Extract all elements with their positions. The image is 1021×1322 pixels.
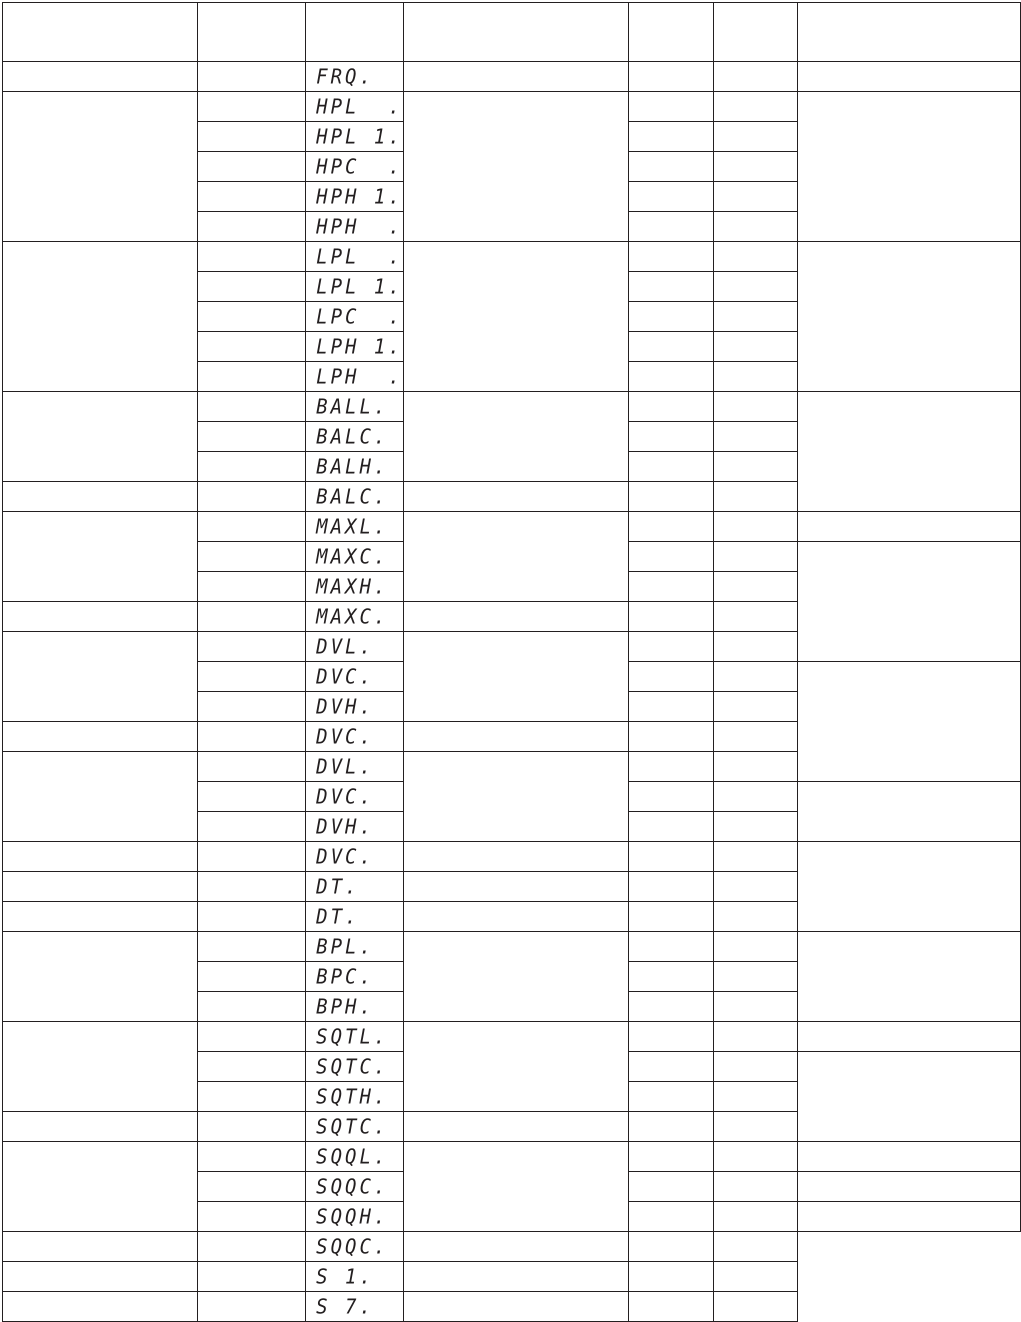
value-cell-b [713,662,797,692]
lcd-display-text: SQQC. [316,1174,389,1199]
value-cell-a [629,932,713,962]
key-cell [197,242,305,272]
header-cell-4 [403,3,629,62]
description-cell [403,1232,629,1262]
group-cell [3,932,198,1022]
table-row [3,1262,1021,1292]
value-cell-b [713,1172,797,1202]
value-cell-a [629,302,713,332]
value-cell-a [629,272,713,302]
value-cell-b [713,572,797,602]
table-row [3,1142,1021,1172]
value-cell-b [713,92,797,122]
group-cell [3,722,198,752]
value-cell-b [713,1112,797,1142]
description-cell [403,512,629,602]
value-cell-a [629,632,713,662]
notes-cell [798,92,1021,242]
notes-cell [798,662,1021,782]
value-cell-b [713,152,797,182]
lcd-display-cell [306,1052,404,1082]
value-cell-a [629,1112,713,1142]
group-cell [3,1022,198,1112]
lcd-display-text: DVC. [316,844,374,869]
value-cell-a [629,1082,713,1112]
key-cell [197,212,305,242]
value-cell-a [629,902,713,932]
key-cell [197,812,305,842]
lcd-display-cell [306,782,404,812]
key-cell [197,722,305,752]
lcd-display-cell [306,1232,404,1262]
lcd-display-cell [306,1022,404,1052]
lcd-display-cell [306,992,404,1022]
notes-cell [798,932,1021,1022]
lcd-display-cell [306,182,404,212]
value-cell-a [629,962,713,992]
key-cell [197,512,305,542]
lcd-display-text: LPC . [316,304,403,329]
description-cell [403,92,629,242]
value-cell-b [713,632,797,662]
value-cell-b [713,782,797,812]
group-cell [3,872,198,902]
value-cell-a [629,782,713,812]
table-row [3,1232,1021,1262]
lcd-display-text: LPL . [316,244,403,269]
header-cell-6 [713,3,797,62]
key-cell [197,692,305,722]
lcd-display-text: MAXC. [316,544,389,569]
value-cell-b [713,542,797,572]
group-cell [3,1142,198,1232]
value-cell-b [713,692,797,722]
lcd-display-cell [306,572,404,602]
lcd-display-text: HPC . [316,154,403,179]
header-cell-5 [629,3,713,62]
value-cell-b [713,122,797,152]
lcd-display-text: MAXH. [316,574,389,599]
value-cell-a [629,722,713,752]
table-row [3,512,1021,542]
key-cell [197,62,305,92]
description-cell [403,722,629,752]
value-cell-a [629,662,713,692]
header-cell-3 [306,3,404,62]
value-cell-b [713,1052,797,1082]
lcd-display-cell [306,1112,404,1142]
lcd-display-text: SQTC. [316,1054,389,1079]
lcd-display-text: DVH. [316,694,374,719]
lcd-display-cell [306,392,404,422]
description-cell [403,1292,629,1322]
key-cell [197,1262,305,1292]
lcd-display-text: BALL. [316,394,389,419]
key-cell [197,122,305,152]
notes-cell [798,512,1021,542]
lcd-display-text: BPL. [316,934,374,959]
value-cell-b [713,392,797,422]
value-cell-a [629,1262,713,1292]
group-cell [3,1112,198,1142]
lcd-display-cell [306,1172,404,1202]
key-cell [197,662,305,692]
value-cell-b [713,1232,797,1262]
key-cell [197,452,305,482]
value-cell-a [629,842,713,872]
lcd-display-cell [306,92,404,122]
lcd-display-cell [306,362,404,392]
lcd-display-cell [306,272,404,302]
description-cell [403,842,629,872]
description-cell [403,872,629,902]
value-cell-a [629,1202,713,1232]
value-cell-a [629,362,713,392]
value-cell-b [713,512,797,542]
header-cell-1 [3,3,198,62]
lcd-display-cell [306,722,404,752]
lcd-display-text: BPC. [316,964,374,989]
value-cell-a [629,542,713,572]
value-cell-b [713,992,797,1022]
lcd-display-cell [306,152,404,182]
key-cell [197,1232,305,1262]
description-cell [403,752,629,842]
lcd-display-cell [306,842,404,872]
lcd-display-cell [306,452,404,482]
value-cell-a [629,452,713,482]
lcd-display-cell [306,662,404,692]
lcd-display-cell [306,212,404,242]
value-cell-b [713,62,797,92]
lcd-display-cell [306,602,404,632]
value-cell-a [629,422,713,452]
group-cell [3,752,198,842]
group-cell [3,242,198,392]
group-cell [3,842,198,872]
value-cell-b [713,812,797,842]
key-cell [197,92,305,122]
value-cell-a [629,332,713,362]
lcd-display-text: DT. [316,874,360,899]
lcd-display-text: LPH 1. [316,334,403,359]
value-cell-b [713,452,797,482]
table-row [3,1022,1021,1052]
value-cell-b [713,272,797,302]
key-cell [197,752,305,782]
value-cell-a [629,392,713,422]
value-cell-a [629,692,713,722]
value-cell-a [629,182,713,212]
table-row [3,392,1021,422]
group-cell [3,482,198,512]
notes-cell [798,1202,1021,1232]
value-cell-b [713,212,797,242]
key-cell [197,272,305,302]
key-cell [197,152,305,182]
lcd-display-cell [306,302,404,332]
notes-cell [798,1052,1021,1142]
key-cell [197,602,305,632]
value-cell-b [713,1142,797,1172]
value-cell-a [629,512,713,542]
description-cell [403,1142,629,1232]
lcd-display-cell [306,542,404,572]
lcd-display-cell [306,62,404,92]
group-cell [3,902,198,932]
lcd-display-cell [306,752,404,782]
key-cell [197,302,305,332]
lcd-display-cell [306,242,404,272]
key-cell [197,962,305,992]
lcd-display-text: BPH. [316,994,374,1019]
lcd-display-text: HPH 1. [316,184,403,209]
table-row [3,932,1021,962]
key-cell [197,422,305,452]
lcd-display-text: DT. [316,904,360,929]
key-cell [197,1292,305,1322]
lcd-display-text: S 7. [316,1294,374,1319]
lcd-display-text: HPH . [316,214,403,239]
key-cell [197,632,305,662]
table-body [3,3,1021,1322]
value-cell-b [713,962,797,992]
key-cell [197,782,305,812]
lcd-display-cell [306,422,404,452]
value-cell-b [713,722,797,752]
table-row [3,1292,1021,1322]
notes-cell [798,1142,1021,1172]
value-cell-a [629,602,713,632]
lcd-display-text: HPL 1. [316,124,403,149]
key-cell [197,1082,305,1112]
value-cell-a [629,1052,713,1082]
lcd-display-cell [306,962,404,992]
key-cell [197,1052,305,1082]
lcd-display-cell [306,932,404,962]
lcd-display-text: DVL. [316,754,374,779]
notes-cell [798,842,1021,932]
lcd-display-cell [306,1202,404,1232]
value-cell-b [713,302,797,332]
notes-cell [798,1172,1021,1202]
lcd-display-text: MAXL. [316,514,389,539]
lcd-display-cell [306,332,404,362]
group-cell [3,512,198,602]
lcd-display-text: SQQC. [316,1234,389,1259]
key-cell [197,1172,305,1202]
group-cell [3,392,198,482]
lcd-display-text: BALC. [316,484,389,509]
value-cell-a [629,1172,713,1202]
value-cell-a [629,482,713,512]
value-cell-a [629,572,713,602]
lcd-display-text: SQQH. [316,1204,389,1229]
key-cell [197,842,305,872]
value-cell-b [713,1292,797,1322]
value-cell-b [713,1262,797,1292]
value-cell-b [713,872,797,902]
value-cell-a [629,212,713,242]
key-cell [197,572,305,602]
lcd-display-text: LPL 1. [316,274,403,299]
lcd-display-text: LPH . [316,364,403,389]
value-cell-b [713,482,797,512]
lcd-display-text: DVC. [316,664,374,689]
key-cell [197,992,305,1022]
table-row [3,62,1021,92]
parameter-table [2,2,1021,1322]
value-cell-b [713,242,797,272]
lcd-display-text: HPL . [316,94,403,119]
lcd-display-text: SQQL. [316,1144,389,1169]
key-cell [197,332,305,362]
key-cell [197,902,305,932]
key-cell [197,542,305,572]
lcd-display-text: DVC. [316,724,374,749]
description-cell [403,902,629,932]
description-cell [403,632,629,722]
key-cell [197,872,305,902]
lcd-display-cell [306,1262,404,1292]
description-cell [403,1112,629,1142]
value-cell-b [713,602,797,632]
value-cell-b [713,752,797,782]
key-cell [197,362,305,392]
key-cell [197,1112,305,1142]
key-cell [197,482,305,512]
value-cell-a [629,752,713,782]
lcd-display-cell [306,1292,404,1322]
lcd-display-text: DVL. [316,634,374,659]
lcd-display-text: DVH. [316,814,374,839]
value-cell-b [713,332,797,362]
value-cell-b [713,902,797,932]
notes-cell [798,782,1021,842]
lcd-display-text: SQTH. [316,1084,389,1109]
lcd-display-cell [306,482,404,512]
description-cell [403,392,629,482]
value-cell-a [629,1142,713,1172]
description-cell [403,932,629,1022]
value-cell-a [629,122,713,152]
key-cell [197,1022,305,1052]
description-cell [403,242,629,392]
notes-cell [798,392,1021,512]
description-cell [403,62,629,92]
value-cell-a [629,242,713,272]
notes-cell [798,1022,1021,1052]
group-cell [3,1232,198,1262]
lcd-display-text: DVC. [316,784,374,809]
value-cell-b [713,1082,797,1112]
header-cell-2 [197,3,305,62]
header-cell-7 [798,3,1021,62]
value-cell-a [629,1292,713,1322]
group-cell [3,92,198,242]
lcd-display-cell [306,902,404,932]
notes-cell [798,62,1021,92]
value-cell-a [629,92,713,122]
lcd-display-text: BALC. [316,424,389,449]
value-cell-a [629,152,713,182]
lcd-display-text: SQTL. [316,1024,389,1049]
value-cell-a [629,992,713,1022]
key-cell [197,932,305,962]
header-row [3,3,1021,62]
value-cell-b [713,362,797,392]
value-cell-a [629,1232,713,1262]
value-cell-a [629,812,713,842]
table-row [3,92,1021,122]
value-cell-a [629,1022,713,1052]
key-cell [197,1142,305,1172]
lcd-display-cell [306,812,404,842]
table-row [3,842,1021,872]
key-cell [197,182,305,212]
value-cell-b [713,1202,797,1232]
key-cell [197,392,305,422]
lcd-display-text: MAXC. [316,604,389,629]
lcd-display-cell [306,1082,404,1112]
lcd-display-cell [306,512,404,542]
value-cell-b [713,842,797,872]
value-cell-b [713,932,797,962]
description-cell [403,602,629,632]
value-cell-a [629,872,713,902]
lcd-display-cell [306,632,404,662]
group-cell [3,62,198,92]
lcd-display-text: SQTC. [316,1114,389,1139]
notes-cell [798,542,1021,662]
notes-cell [798,242,1021,392]
lcd-display-text: BALH. [316,454,389,479]
group-cell [3,1262,198,1292]
lcd-display-cell [306,1142,404,1172]
group-cell [3,602,198,632]
description-cell [403,1022,629,1112]
group-cell [3,1292,198,1322]
key-cell [197,1202,305,1232]
value-cell-a [629,62,713,92]
group-cell [3,632,198,722]
lcd-display-cell [306,692,404,722]
table-row [3,242,1021,272]
lcd-display-text: S 1. [316,1264,374,1289]
lcd-display-text: FRQ. [316,64,374,89]
value-cell-b [713,1022,797,1052]
description-cell [403,482,629,512]
value-cell-b [713,182,797,212]
description-cell [403,1262,629,1292]
lcd-display-cell [306,122,404,152]
value-cell-b [713,422,797,452]
lcd-display-cell [306,872,404,902]
